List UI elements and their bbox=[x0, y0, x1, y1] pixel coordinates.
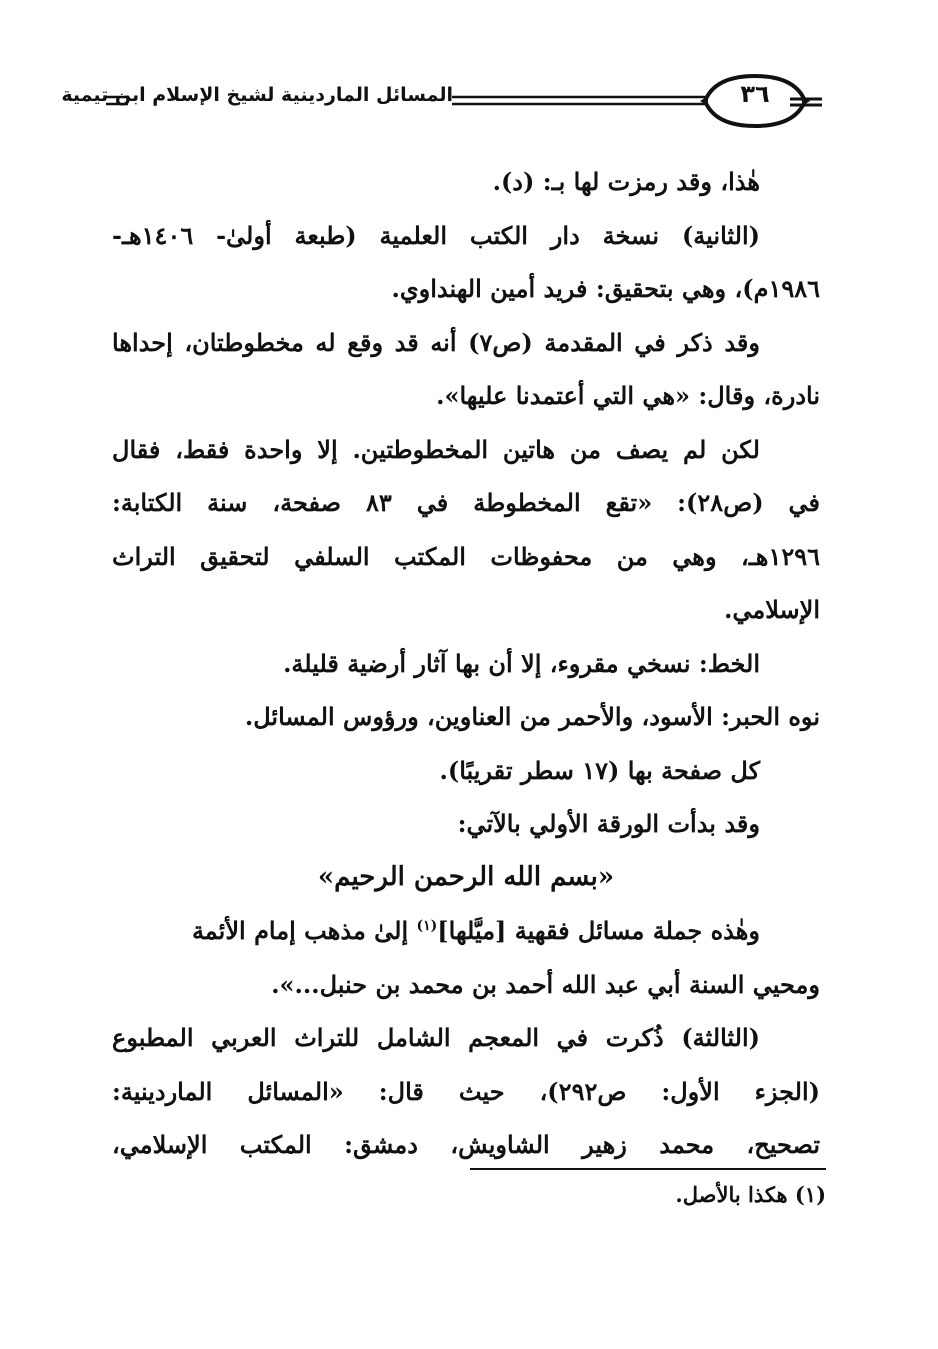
main-text bbox=[112, 155, 820, 1172]
text-line: نادرة، وقال: «هي التي أعتمدنا عليها». bbox=[436, 381, 820, 410]
text-line: تصحيح، محمد زهير الشاويش، دمشق: المكتب الإسلامي، bbox=[112, 1130, 820, 1159]
text-segment: وهٰذه جملة مسائل فقهية [ميَّلها] bbox=[437, 916, 760, 945]
footnote-marker: (١) bbox=[416, 918, 438, 934]
page-number: ٣٦ bbox=[740, 80, 770, 108]
text-line: كل صفحة بها (١٧ سطر تقريبًا). bbox=[439, 755, 760, 785]
footnote: (١) هكذا بالأصل. bbox=[675, 1182, 826, 1207]
page-header bbox=[61, 72, 825, 132]
text-line: (الجزء الأول: ص٢٩٢)، حيث قال: «المسائل الماردينية: bbox=[112, 1076, 820, 1106]
text-line: الخط: نسخي مقروء، إلا أن بها آثار أرضية قليلة. bbox=[283, 648, 760, 678]
text-line: لكن لم يصف من هاتين المخطوطتين. إلا واحدة فقط، فقال bbox=[112, 434, 760, 464]
text-line: نوه الحبر: الأسود، والأحمر من العناوين، ورؤوس المسائل. bbox=[244, 702, 820, 731]
basmala-line: «بسم الله الرحمن الرحيم» bbox=[317, 861, 615, 892]
running-title: المسائل الماردينية لشيخ الإسلام ابن تيمية bbox=[61, 84, 453, 106]
text-line: في (ص٢٨): «تقع المخطوطة في ٨٣ صفحة، سنة الكتابة: bbox=[112, 488, 821, 517]
text-line: ١٩٨٦م)، وهي بتحقيق: فريد أمين الهنداوي. bbox=[391, 274, 820, 303]
text-line: وقد بدأت الورقة الأولي بالآتي: bbox=[457, 809, 760, 838]
text-segment: إلىٰ مذهب إمام الأئمة bbox=[191, 916, 417, 945]
text-line: (الثالثة) ذُكرت في المعجم الشامل للتراث العربي المطبوع bbox=[112, 1023, 760, 1052]
footnote-separator bbox=[470, 1168, 826, 1170]
text-line: هٰذا، وقد رمزت لها بـ: (د). bbox=[492, 167, 760, 196]
text-line: ١٢٩٦هـ، وهي من محفوظات المكتب السلفي لتحقيق التراث bbox=[112, 541, 820, 571]
text-line: (الثانية) نسخة دار الكتب العلمية (طبعة أولىٰ- ١٤٠٦هـ- bbox=[112, 220, 760, 250]
text-line: وقد ذكر في المقدمة (ص٧) أنه قد وقع له مخطوطتان، إحداها bbox=[112, 327, 760, 357]
text-line: ومحيي السنة أبي عبد الله أحمد بن محمد بن حنبل...». bbox=[271, 969, 820, 999]
text-line: الإسلامي. bbox=[724, 595, 820, 624]
text-line bbox=[112, 904, 820, 958]
